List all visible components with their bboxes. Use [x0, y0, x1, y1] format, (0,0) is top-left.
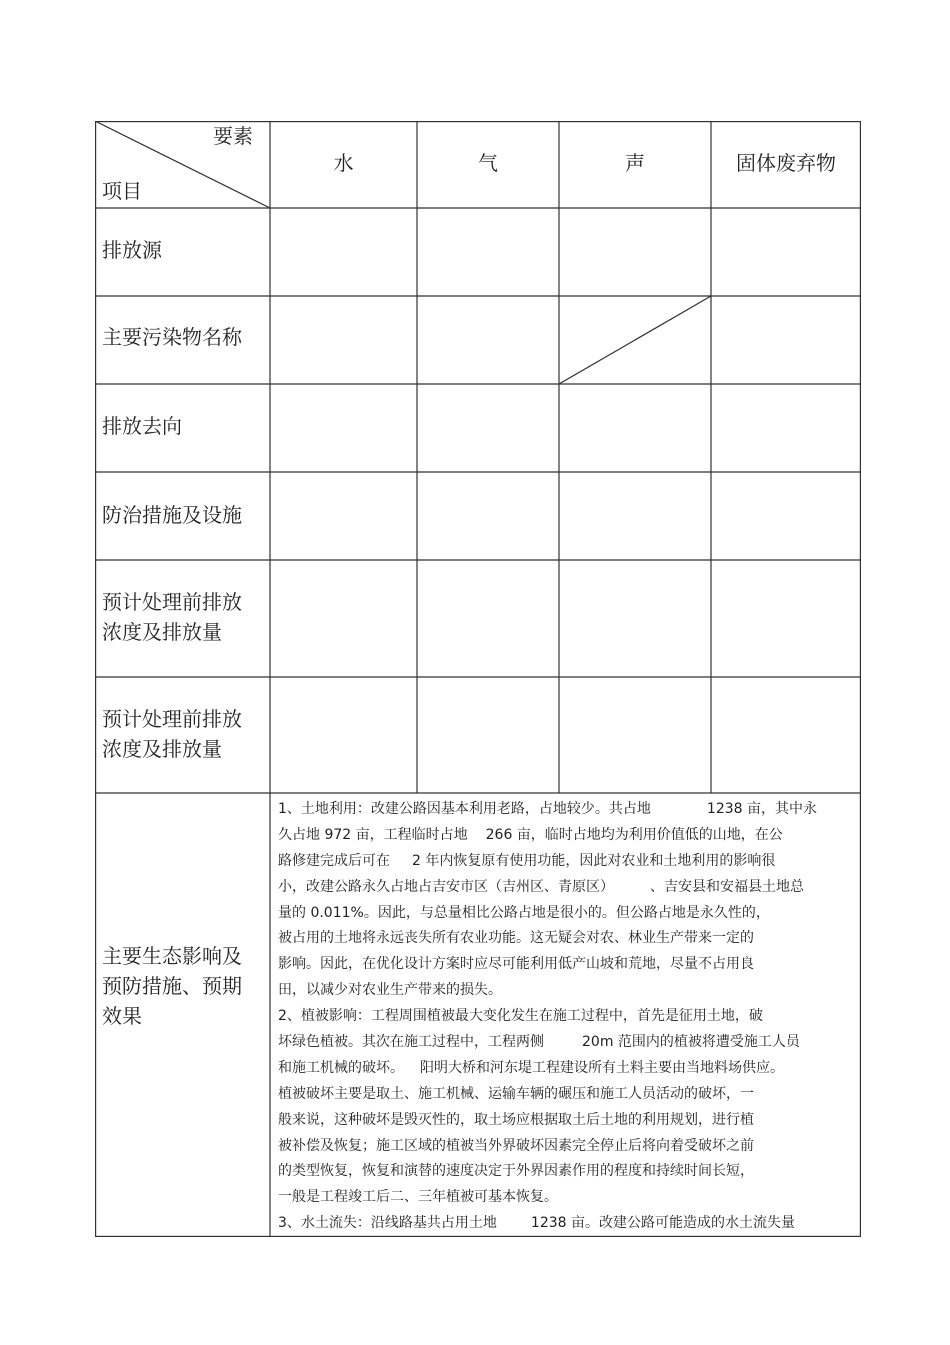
text-line: 和施工机械的破坏。 阳明大桥和河东堤工程建设所有土料主要由当地料场供应。: [278, 1059, 784, 1076]
text-line: 坏绿色植被。其次在施工过程中，工程两侧 20m 范围内的植被将遭受施工人员: [278, 1034, 800, 1051]
text-line: 般来说，这种破坏是毁灭性的，取土场应根据取土后土地的利用规划，进行植: [278, 1111, 754, 1128]
text-line: 量的 0.011%。因此，与总量相比公路占地是很小的。但公路占地是永久性的，: [278, 904, 770, 921]
text-line: 久占地 972 亩，工程临时占地 266 亩，临时占地均为利用价值低的山地，在公: [278, 826, 783, 843]
row-label-prevention-measures: 防治措施及设施: [102, 503, 242, 527]
text-line: 1、土地利用：改建公路因基本利用老路，占地较少。共占地 1238 亩，其中永: [278, 801, 817, 817]
row-label-line: 效果: [102, 1004, 142, 1028]
text-line: 被补偿及恢复；施工区域的植被当外界破坏因素完全停止后将向着受破坏之前: [278, 1137, 754, 1154]
row-label-line: 预计处理前排放: [102, 590, 242, 614]
row-label-line: 浓度及排放量: [102, 737, 222, 761]
column-header-solid-waste: 固体废弃物: [736, 151, 836, 175]
row-label-line: 主要生态影响及: [102, 944, 242, 968]
text-line: 植被破坏主要是取土、施工机械、运输车辆的碾压和施工人员活动的破坏，一: [278, 1085, 754, 1102]
text-line: 田，以减少对农业生产带来的损失。: [278, 982, 502, 999]
text-line: 被占用的土地将永远丧失所有农业功能。这无疑会对农、林业生产带来一定的: [278, 930, 754, 947]
column-header-noise: 声: [625, 151, 645, 175]
text-line: 路修建完成后可在 2 年内恢复原有使用功能，因此对农业和土地利用的影响很: [278, 852, 776, 869]
row-label-line: 预防措施、预期: [102, 974, 242, 998]
row-label-line: 预计处理前排放: [102, 707, 242, 731]
text-line: 2、植被影响：工程周围植被最大变化发生在施工过程中，首先是征用土地，破: [278, 1008, 763, 1025]
text-line: 一般是工程竣工后二、三年植被可基本恢复。: [278, 1189, 558, 1206]
text-line: 的类型恢复，恢复和演替的速度决定于外界因素作用的程度和持续时间长短，: [278, 1163, 754, 1180]
row-label-emission-source: 排放源: [102, 238, 162, 262]
corner-top-label: 要素: [213, 124, 253, 148]
text-line: 小，改建公路永久占地占吉安市区（吉州区、青原区） 、吉安县和安福县土地总: [278, 878, 804, 895]
text-line: 3、水土流失：沿线路基共占用土地 1238 亩。改建公路可能造成的水土流失量: [278, 1215, 795, 1232]
row-label-pretreatment-concentration: [102, 587, 242, 647]
column-header-air: 气: [478, 151, 498, 175]
environment-table: [95, 121, 861, 1237]
row-label-line: 浓度及排放量: [102, 620, 222, 644]
row-label-pretreatment-concentration: [102, 704, 242, 764]
column-header-water: 水: [333, 151, 354, 175]
row-label-pollutant-name: 主要污染物名称: [102, 325, 242, 349]
text-line: 影响。因此，在优化设计方案时应尽可能利用低产山坡和荒地，尽量不占用良: [278, 956, 754, 973]
row-label-discharge-direction: 排放去向: [102, 414, 182, 438]
na-diagonal: [559, 296, 711, 384]
corner-bottom-label: 项目: [102, 179, 142, 203]
ecological-impact-text: [278, 797, 853, 1237]
row-label-ecological-impact: [102, 941, 242, 1031]
